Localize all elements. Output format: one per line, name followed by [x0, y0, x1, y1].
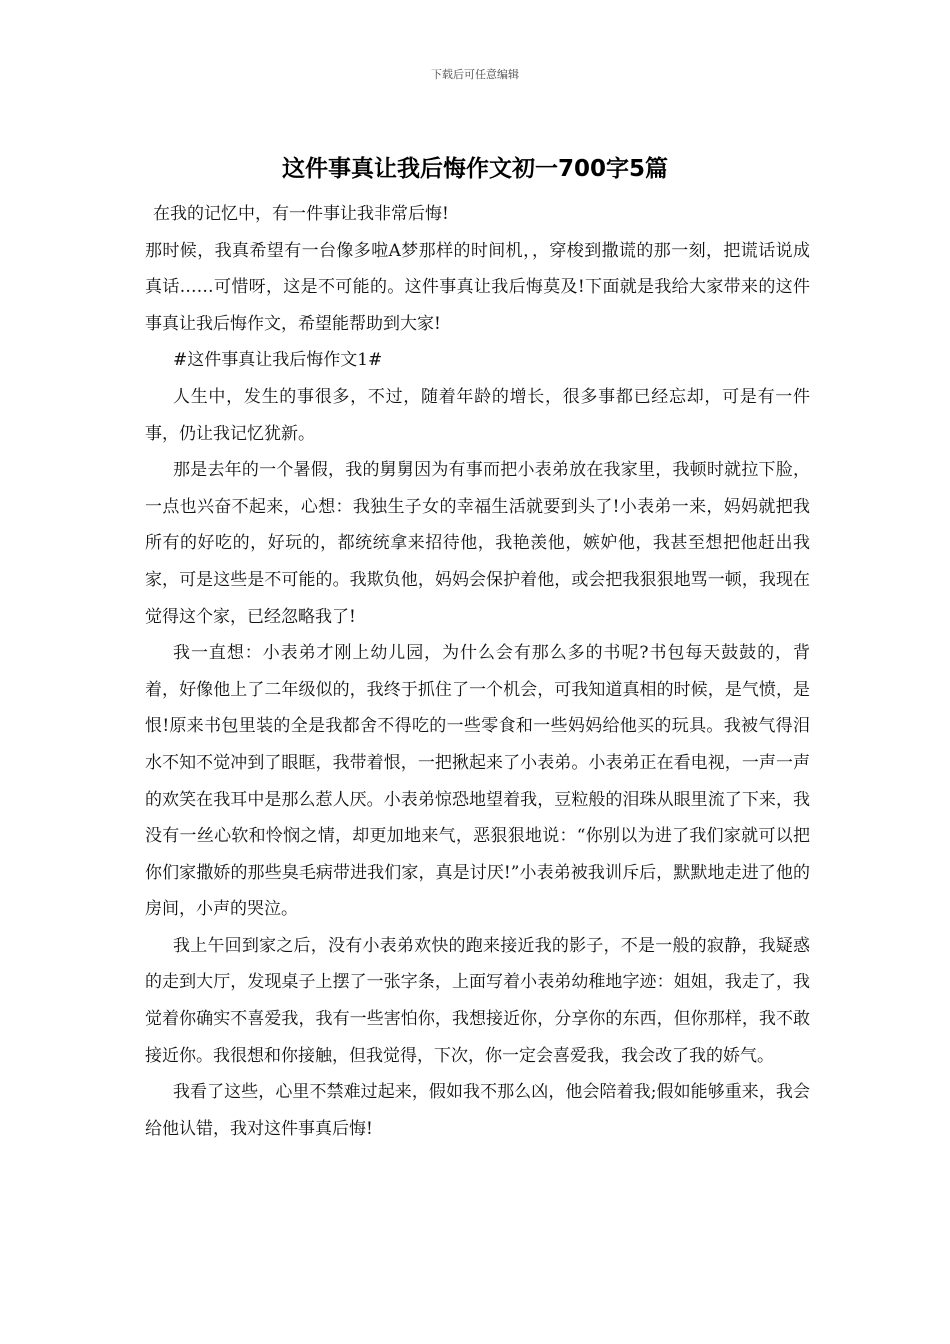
- section-heading: #这件事真让我后悔作文1#: [173, 350, 383, 371]
- paragraph: 那是去年的一个暑假，我的舅舅因为有事而把小表弟放在我家里，我顿时就拉下脸，一点也兴奋不起来，心想：我独生子女的幸福生活就要到头了!小表弟一来，妈妈就把我所有的好吃的，好玩的，都统统拿来招待他，我艳羡他，嫉妒他，我甚至想把他赶出我家，可是这些是不可能的。我欺负他，妈妈会保护着他，或会把我狠狠地骂一顿，我现在觉得这个家，已经忽略我了!: [145, 460, 810, 627]
- paragraph: 我看了这些，心里不禁难过起来，假如我不那么凶，他会陪着我;假如能够重来，我会给他认错，我对这件事真后悔!: [145, 1082, 810, 1139]
- paragraph: 在我的记忆中，有一件事让我非常后悔!: [153, 204, 449, 224]
- paragraph: 我一直想：小表弟才刚上幼儿园，为什么会有那么多的书呢?书包每天鼓鼓的，背着，好像他上了二年级似的，我终于抓住了一个机会，可我知道真相的时候，是气愤，是恨!原来书包里装的全是我都舍不得吃的一些零食和一些妈妈给他买的玩具。我被气得泪水不知不觉冲到了眼眶，我带着恨，一把揪起来了小表弟。小表弟正在看电视，一声一声的欢笑在我耳中是那么惹人厌。小表弟惊恐地望着我，豆粒般的泪珠从眼里流了下来，我没有一丝心软和怜悯之情，却更加地来气，恶狠狠地说：“你别以为进了我们家就可以把你们家撒娇的那些臭毛病带进我们家，真是讨厌!”小表弟被我训斥后，默默地走进了他的房间，小声的哭泣。: [145, 643, 810, 920]
- header-note: 下载后可任意编辑: [431, 68, 519, 81]
- paragraph: 我上午回到家之后，没有小表弟欢快的跑来接近我的影子，不是一般的寂静，我疑惑的走到大厅，发现桌子上摆了一张字条，上面写着小表弟幼稚地字迹：姐姐，我走了，我觉着你确实不喜爱我，我有一些害怕你，我想接近你，分享你的东西，但你那样，我不敢接近你。我很想和你接触，但我觉得，下次，你一定会喜爱我，我会改了我的娇气。: [145, 935, 810, 1066]
- paragraph: 那时候，我真希望有一台像多啦A梦那样的时间机，，穿梭到撒谎的那一刻，把谎话说成真话……可惜呀，这是不可能的。这件事真让我后悔莫及!下面就是我给大家带来的这件事真让我后悔作文，希望能帮助到大家!: [145, 240, 810, 334]
- document-title: 这件事真让我后悔作文初一700字5篇: [281, 156, 668, 182]
- document-body: [145, 196, 810, 1147]
- paragraph: 人生中，发生的事很多，不过，随着年龄的增长，很多事都已经忘却，可是有一件事，仍让我记忆犹新。: [145, 386, 810, 444]
